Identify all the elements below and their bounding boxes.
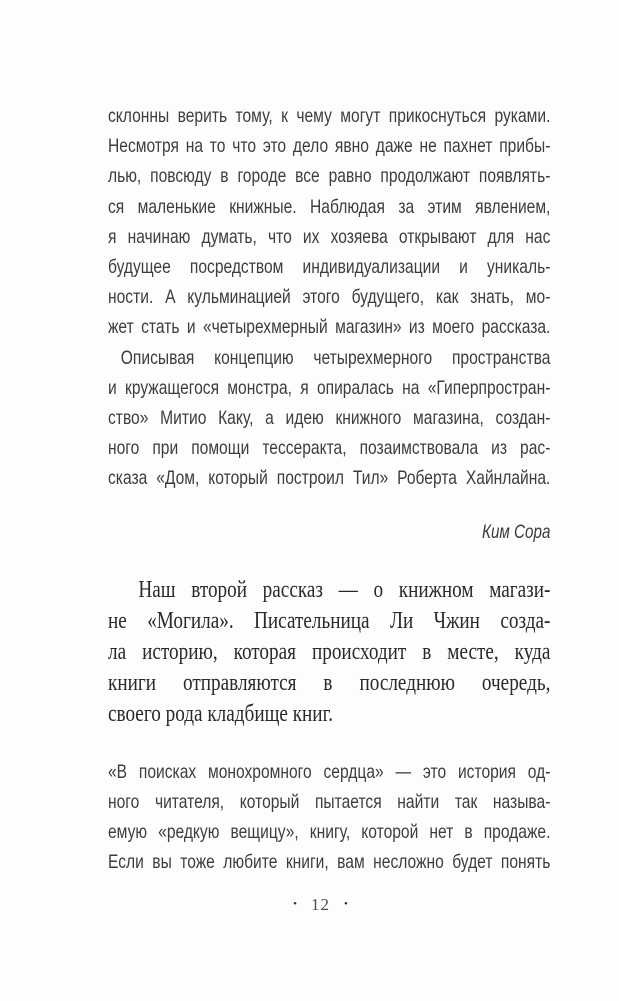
text-line: лью, повсюду в городе все равно продолжают появлять-: [108, 165, 551, 188]
text-line: ла историю, которая происходит в месте, куда: [108, 638, 551, 665]
body-paragraph-continuation: [108, 101, 550, 343]
text-line: жет стать и «четырехмерный магазин» из моего рассказа.: [108, 316, 551, 339]
editor-intro-paragraph: [108, 575, 550, 730]
text-line: ности. А кульминацией этого будущего, как знать, мо-: [108, 286, 551, 309]
footer-dot-right: •: [344, 898, 348, 910]
text-line: «В поисках монохромного сердца» — это история од-: [108, 760, 551, 783]
body-paragraph-author-note: [108, 343, 550, 494]
text-block: [108, 101, 550, 877]
page-number: 12: [311, 895, 330, 914]
text-line: ного читателя, который пытается найти так называ-: [108, 790, 551, 813]
author-signature: Ким Сора: [482, 521, 551, 543]
text-line: я начинаю думать, что их хозяева открывают для нас: [108, 225, 551, 248]
text-line: будущее посредством индивидуализации и уникаль-: [108, 256, 551, 279]
text-line: своего рода кладбище книг.: [108, 700, 334, 727]
text-line: Если вы тоже любите книги, вам несложно будет понять: [108, 851, 551, 874]
text-line: Наш второй рассказ — о книжном магази-: [138, 576, 551, 603]
text-line: ного при помощи тессеракта, позаимствовала из рас-: [108, 437, 551, 460]
text-line: Описывая концепцию четырехмерного пространства: [120, 346, 551, 369]
text-line: сказа «Дом, который построил Тил» Роберта Хайнлайна.: [108, 467, 551, 490]
text-line: не «Могила». Писательница Ли Чжин созда-: [108, 607, 551, 634]
page-footer: [11, 895, 619, 915]
body-paragraph-next-story: [108, 757, 550, 878]
text-line: ство» Митио Каку, а идею книжного магазина, создан-: [108, 407, 551, 430]
footer-dot-left: •: [293, 898, 297, 910]
text-line: емую «редкую вещицу», книгу, которой нет в продаже.: [108, 821, 551, 844]
text-line: склонны верить тому, к чему могут прикоснуться руками.: [108, 105, 551, 127]
text-line: книги отправляются в последнюю очередь,: [108, 669, 551, 696]
text-line: Несмотря на то что это дело явно даже не пахнет прибы-: [108, 135, 551, 158]
text-line: ся маленькие книжные. Наблюдая за этим явлением,: [108, 195, 551, 218]
text-line: и кружащегося монстра, я опиралась на «Гиперпростран-: [108, 376, 551, 399]
